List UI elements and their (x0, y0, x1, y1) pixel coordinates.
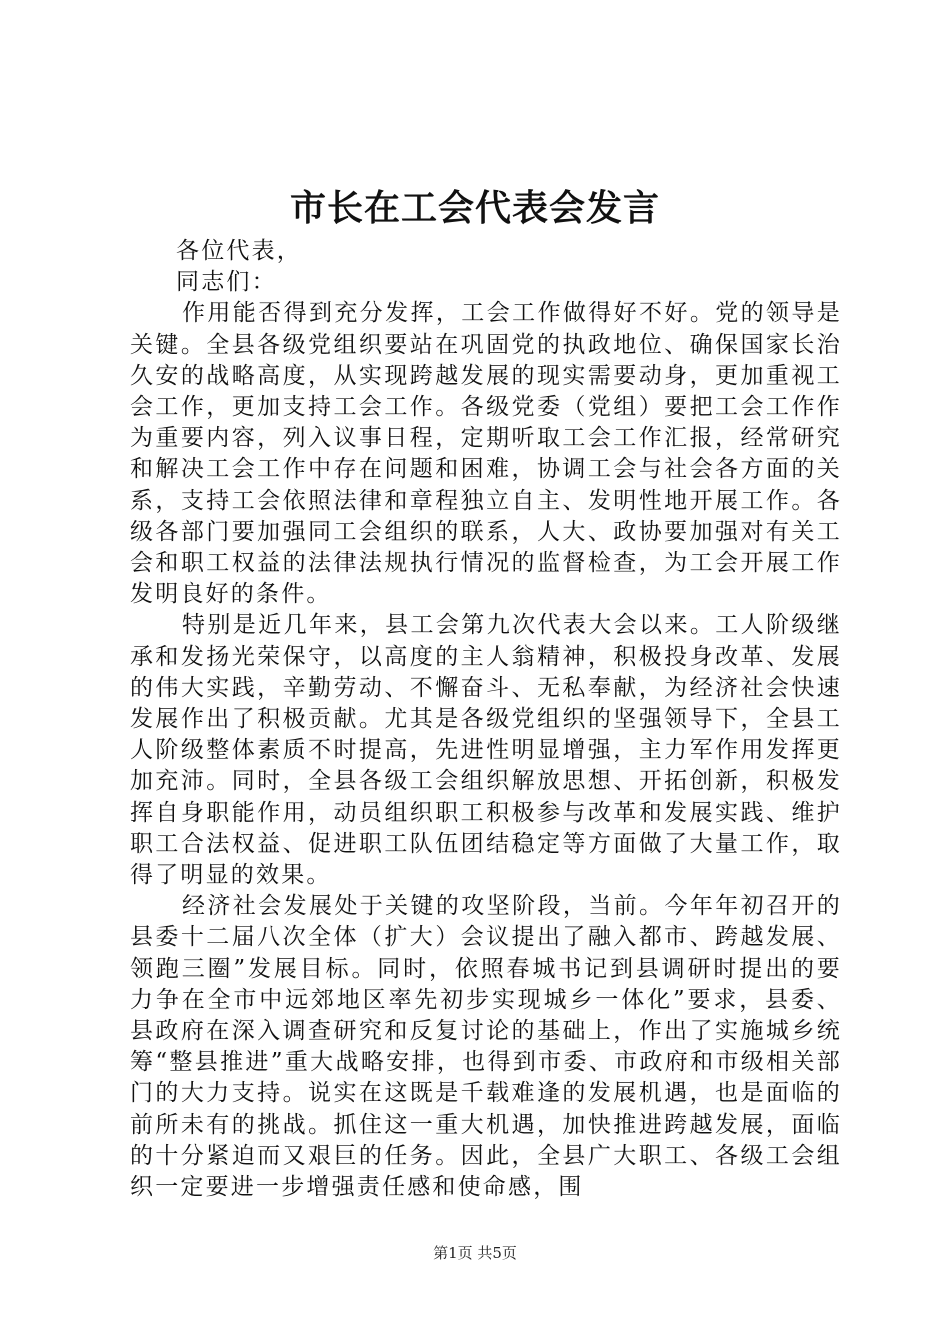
document-body (130, 236, 842, 1203)
body-paragraph: 特别是近几年来，县工会第九次代表大会以来。工人阶级继承和发扬光荣保守，以高度的主人翁精神，积极投身改革、发展的伟大实践，辛勤劳动、不懈奋斗、无私奉献，为经济社会快速发展作出了积极贡献。尤其是各级党组织的坚强领导下，全县工人阶级整体素质不时提高，先进性明显增强，主力军作用发挥更加充沛。同时，全县各级工会组织解放思想、开拓创新，积极发挥自身职能作用，动员组织职工积极参与改革和发展实践、维护职工合法权益、促进职工队伍团结稳定等方面做了大量工作，取得了明显的效果。 (130, 612, 842, 889)
page-number-footer: 第1页 共5页 (433, 1244, 517, 1262)
salutation-line: 同志们： (176, 269, 277, 296)
body-paragraph: 作用能否得到充分发挥，工会工作做得好不好。党的领导是关键。全县各级党组织要站在巩固党的执政地位、确保国家长治久安的战略高度，从实现跨越发展的现实需要动身，更加重视工会工作，更加支持工会工作。各级党委（党组）要把工会工作作为重要内容，列入议事日程，定期听取工会工作汇报，经常研究和解决工会工作中存在问题和困难，协调工会与社会各方面的关系，支持工会依照法律和章程独立自主、发明性地开展工作。各级各部门要加强同工会组织的联系，人大、政协要加强对有关工会和职工权益的法律法规执行情况的监督检查，为工会开展工作发明良好的条件。 (130, 300, 842, 608)
document-title: 市长在工会代表会发言 (289, 187, 660, 229)
body-paragraph: 经济社会发展处于关键的攻坚阶段，当前。今年年初召开的县委十二届八次全体（扩大）会议提出了融入都市、跨越发展、领跑三圈”发展目标。同时，依照春城书记到县调研时提出的要力争在全市中远郊地区率先初步实现城乡一体化”要求，县委、县政府在深入调查研究和反复讨论的基础上，作出了实施城乡统筹“整县推进”重大战略安排，也得到市委、市政府和市级相关部门的大力支持。说实在这既是千载难逢的发展机遇，也是面临的前所未有的挑战。抓住这一重大机遇，加快推进跨越发展，面临的十分紧迫而又艰巨的任务。因此，全县广大职工、各级工会组织一定要进一步增强责任感和使命感，围 (130, 893, 842, 1201)
salutation-line: 各位代表， (176, 238, 302, 264)
